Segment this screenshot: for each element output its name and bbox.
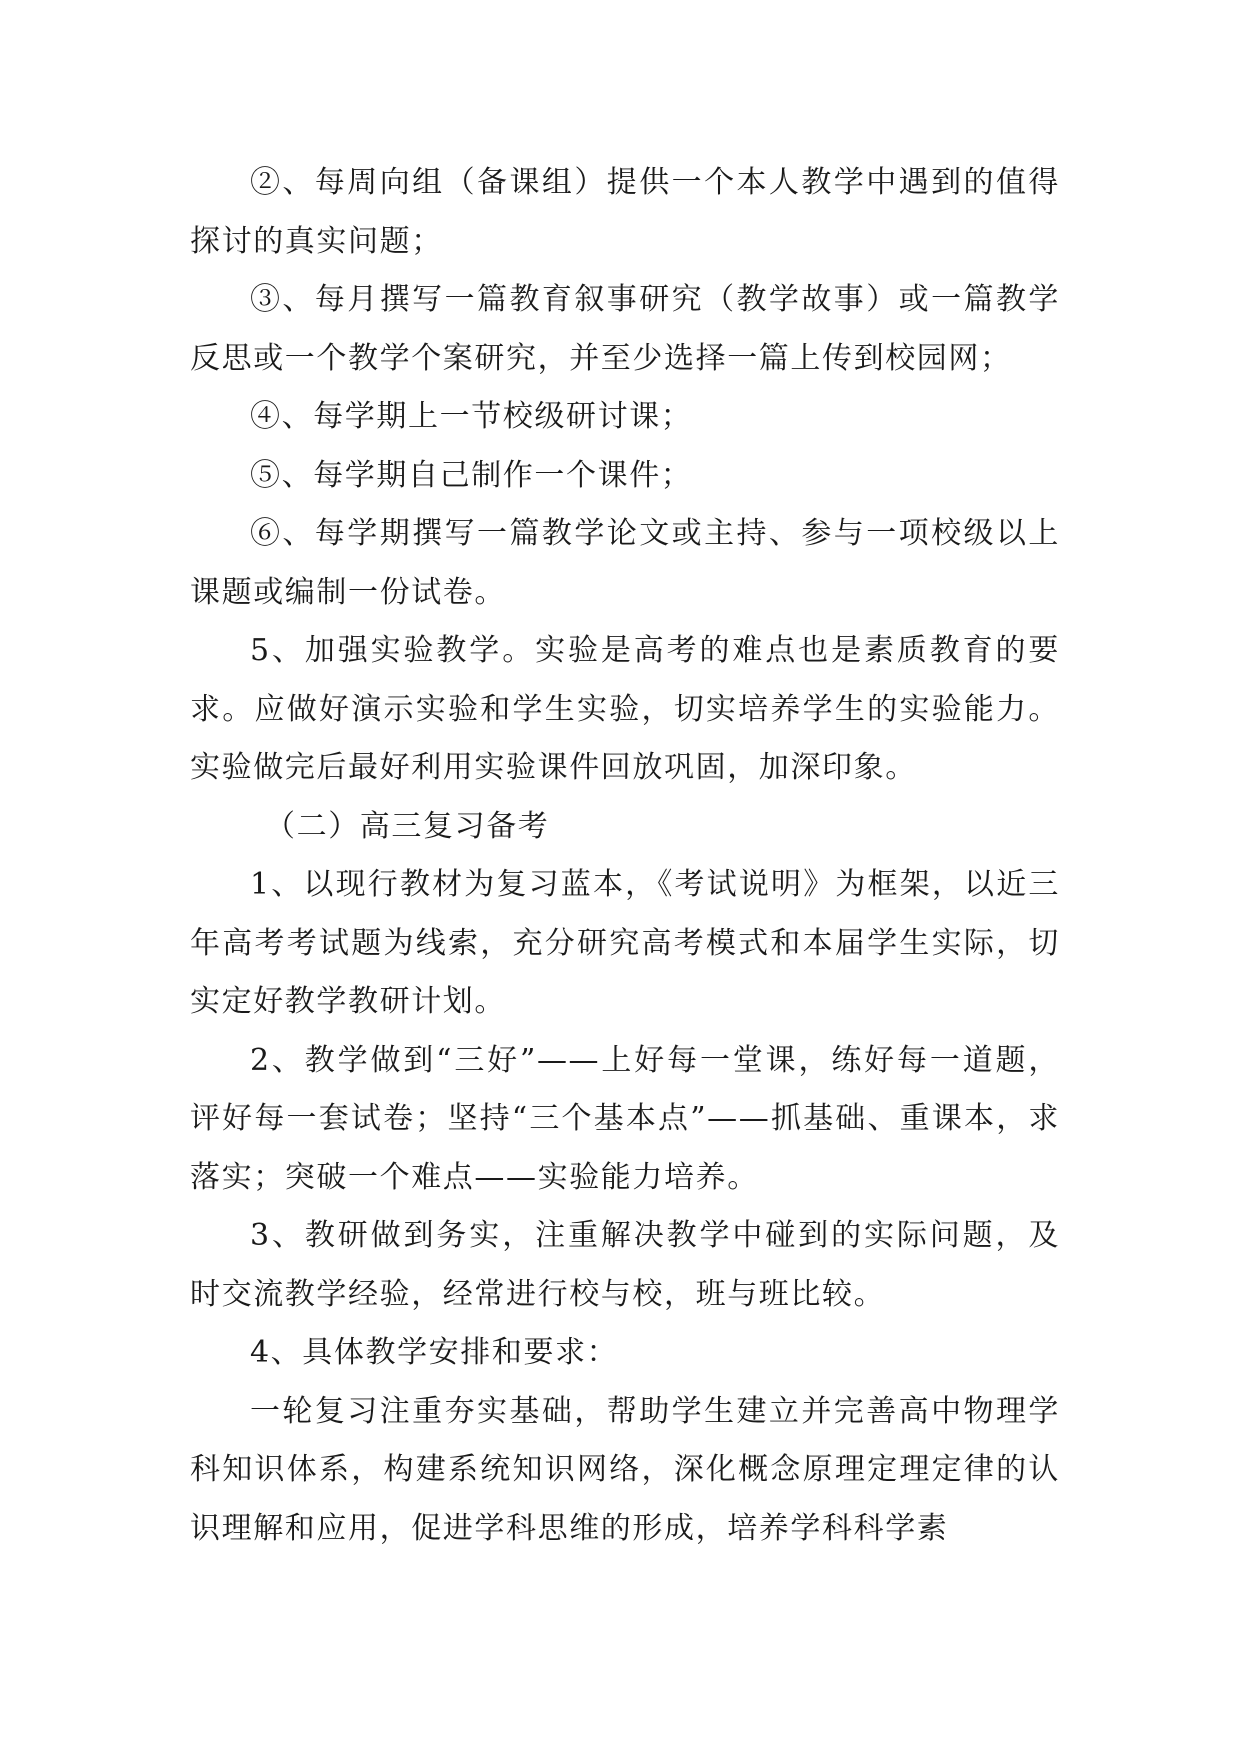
section-heading-senior-review: （二）高三复习备考: [265, 808, 550, 844]
paragraph-monthly-writing: ③、每月撰写一篇教育叙事研究（教学故事）或一篇教学反思或一个教学个案研究，并至少选择一篇上传到校园网；: [190, 282, 1060, 376]
paragraph-first-round-review: 一轮复习注重夯实基础，帮助学生建立并完善高中物理学科知识体系，构建系统知识网络，深化概念原理定理定律的认识理解和应用，促进学科思维的形成，培养学科科学素: [190, 1393, 1060, 1546]
paragraph-arrangement-heading: 4、具体教学安排和要求：: [250, 1335, 619, 1370]
paragraph-experiment-teaching: 5、加强实验教学。实验是高考的难点也是素质教育的要求。应做好演示实验和学生实验，切实培养学生的实验能力。实验做完后最好利用实验课件回放巩固，加深印象。: [190, 633, 1060, 785]
paragraph-paper-or-project: ⑥、每学期撰写一篇教学论文或主持、参与一项校级以上课题或编制一份试卷。: [190, 516, 1060, 610]
paragraph-three-goods: 2、教学做到“三好”——上好每一堂课，练好每一道题，评好每一套试卷；坚持“三个基本点”——抓基础、重课本，求落实；突破一个难点——实验能力培养。: [190, 1042, 1060, 1195]
paragraph-review-basis: 1、以现行教材为复习蓝本，《考试说明》为框架，以近三年高考考试题为线索，充分研究高考模式和本届学生实际，切实定好教学教研计划。: [190, 867, 1060, 1019]
paragraph-weekly-question: ②、每周向组（备课组）提供一个本人教学中遇到的值得探讨的真实问题；: [190, 165, 1060, 259]
paragraph-courseware: ⑤、每学期自己制作一个课件；: [250, 457, 693, 493]
document-body: [190, 154, 1060, 1558]
paragraph-research-lesson: ④、每学期上一节校级研讨课；: [250, 399, 693, 434]
paragraph-practical-research: 3、教研做到务实，注重解决教学中碰到的实际问题，及时交流教学经验，经常进行校与校，班与班比较。: [190, 1218, 1060, 1312]
